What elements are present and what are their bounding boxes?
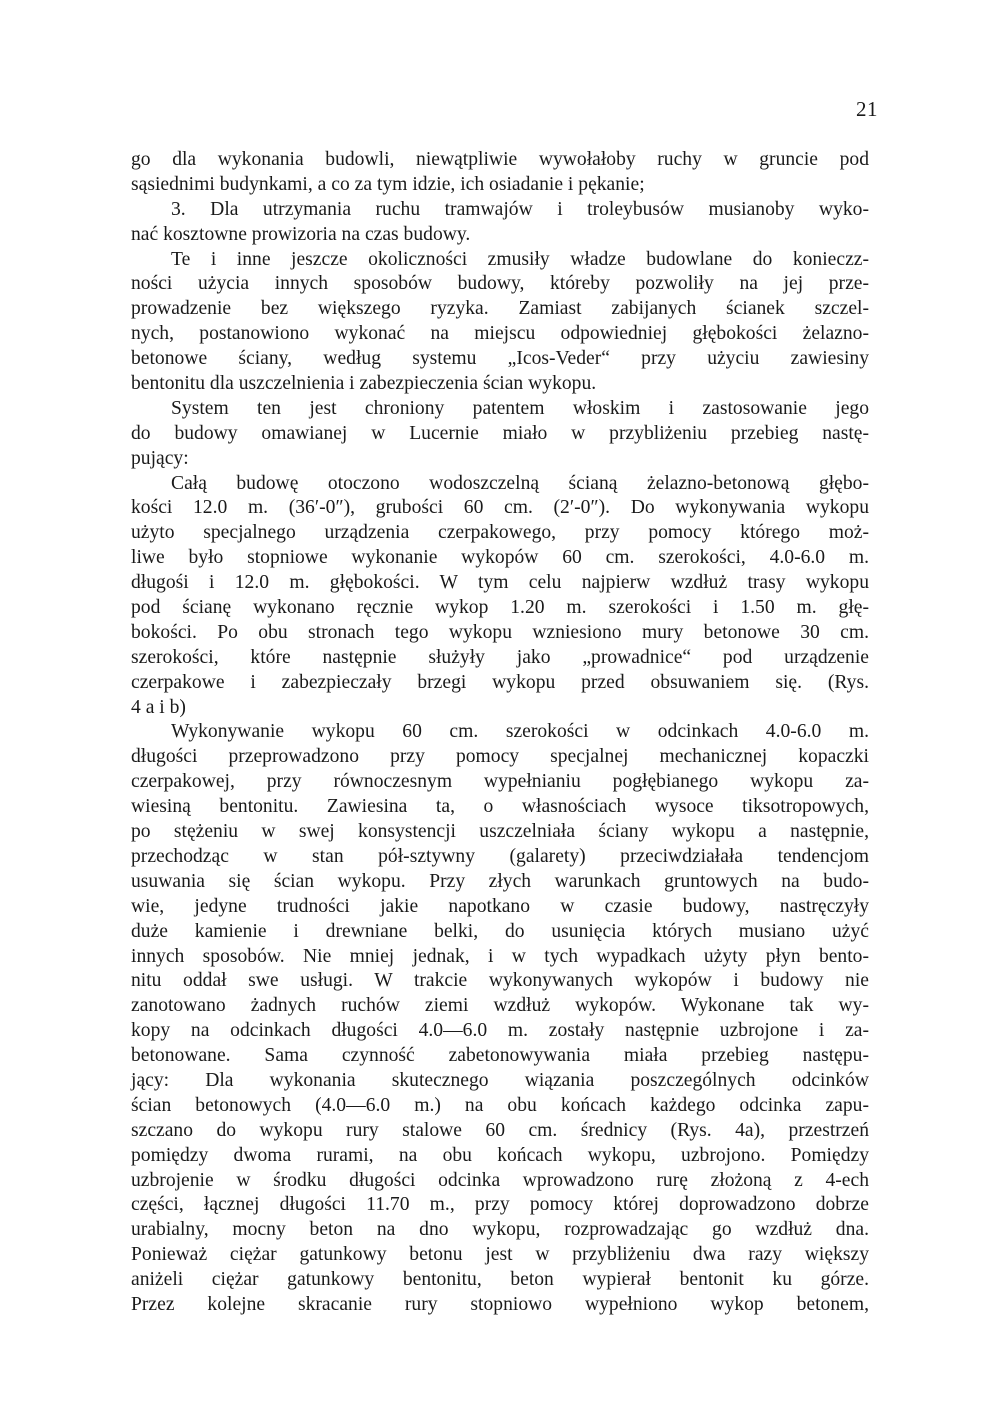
text-line: wiesiną bentonitu. Zawiesina ta, o własnościach wysoce tiksotropowych, xyxy=(131,796,869,818)
text-line: nać kosztowne prowizoria na czas budowy. xyxy=(131,223,471,245)
text-line: przechodząc w stan pół-sztywny (galarety) przeciwdziałała tendencjom xyxy=(131,845,869,867)
text-line: System ten jest chroniony patentem włoskim i zastosowanie jego xyxy=(171,397,869,419)
text-line: części, łącznej długości 11.70 m., przy pomocy której doprowadzono dobrze xyxy=(131,1194,869,1216)
text-line: 4 a i b) xyxy=(131,696,186,718)
text-line: usuwania się ścian wykopu. Przy złych warunkach gruntowych na budo- xyxy=(131,870,869,892)
text-line: ścian betonowych (4.0—6.0 m.) na obu końcach każdego odcinka zapu- xyxy=(131,1094,869,1116)
text-line: Te i inne jeszcze okoliczności zmusiły władze budowlane do konieczz- xyxy=(171,248,869,270)
text-line: długośi i 12.0 m. głębokości. W tym celu najpierw wzdłuż trasy wykopu xyxy=(131,572,869,594)
text-line: liwe było stopniowe wykonanie wykopów 60 cm. szerokości, 4.0-6.0 m. xyxy=(131,547,869,569)
text-line: betonowane. Sama czynność zabetonowywania miała przebieg następu- xyxy=(131,1045,869,1067)
text-line: Ponieważ ciężar gatunkowy betonu jest w przybliżeniu dwa razy większy xyxy=(131,1244,869,1266)
text-line: szerokości, które następnie służyły jako „prowadnice“ pod urządzenie xyxy=(131,646,869,668)
body-text xyxy=(131,148,869,1318)
paragraph xyxy=(131,198,869,248)
text-line: bentonitu dla uszczelnienia i zabezpieczenia ścian wykopu. xyxy=(131,373,597,395)
text-line: Całą budowę otoczono wodoszczelną ścianą żelazno-betonową głębo- xyxy=(171,472,869,494)
text-line: ności użycia innych sposobów budowy, któreby pozwoliły na jej prze- xyxy=(131,273,869,295)
text-line: uzbrojenie w środku długości odcinka wprowadzono rurę złożoną z 4-ech xyxy=(131,1169,869,1191)
text-line: kości 12.0 m. (36′-0″), grubości 60 cm. (2′-0″). Do wykonywania wykopu xyxy=(131,497,869,519)
text-line: czerpakowe i zabezpieczały brzegi wykopu przed obsuwaniem się. (Rys. xyxy=(131,671,869,693)
page-number: 21 xyxy=(856,97,878,121)
text-line: pujący: xyxy=(131,447,189,469)
text-line: wie, jedyne trudności jakie napotkano w czasie budowy, nastręczyły xyxy=(131,895,869,917)
text-line: pod ścianę wykonano ręcznie wykop 1.20 m. szerokości i 1.50 m. głę- xyxy=(131,597,869,619)
text-line: Wykonywanie wykopu 60 cm. szerokości w odcinkach 4.0-6.0 m. xyxy=(171,721,869,743)
text-line: duże kamienie i drewniane belki, do usunięcia których musiano użyć xyxy=(131,920,869,942)
text-line: bokości. Po obu stronach tego wykopu wzniesiono mury betonowe 30 cm. xyxy=(131,621,869,643)
text-line: kopy na odcinkach długości 4.0—6.0 m. zostały następnie uzbrojone i za- xyxy=(131,1020,869,1042)
paragraph xyxy=(131,472,869,721)
text-line: Przez kolejne skracanie rury stopniowo wypełniono wykop betonem, xyxy=(131,1293,869,1315)
text-line: nych, postanowiono wykonać na miejscu odpowiedniej głębokości żelazno- xyxy=(131,323,869,345)
text-line: jący: Dla wykonania skutecznego wiązania poszczególnych odcinków xyxy=(131,1069,869,1091)
text-line: betonowe ściany, według systemu „Icos-Veder“ przy użyciu zawiesiny xyxy=(131,348,869,370)
text-line: sąsiednimi budynkami, a co za tym idzie, ich osiadanie i pękanie; xyxy=(131,173,645,195)
text-line: użyto specjalnego urządzenia czerpakowego, przy pomocy którego moż- xyxy=(131,522,869,544)
text-line: go dla wykonania budowli, niewątpliwie wywołałoby ruchy w gruncie pod xyxy=(131,149,869,170)
text-line: prowadzenie bez większego ryzyka. Zamiast zabijanych ścianek szczel- xyxy=(131,298,869,320)
text-line: innych sposobów. Nie mniej jednak, i w tych wypadkach użyty płyn bento- xyxy=(131,945,869,967)
text-line: do budowy omawianej w Lucernie miało w przybliżeniu przebieg nastę- xyxy=(131,422,869,444)
text-line: nitu oddał swe usługi. W trakcie wykonywanych wykopów i budowy nie xyxy=(131,970,869,992)
paragraph xyxy=(131,397,869,472)
text-line: aniżeli ciężar gatunkowy bentonitu, beton wypierał bentonit ku górze. xyxy=(131,1269,869,1291)
paragraph xyxy=(131,248,869,397)
text-line: szczano do wykopu rury stalowe 60 cm. średnicy (Rys. 4a), przestrzeń xyxy=(131,1119,869,1141)
text-line: urabialny, mocny beton na dno wykopu, rozprowadzając go wzdłuż dna. xyxy=(131,1219,869,1241)
paragraph xyxy=(131,720,869,1317)
text-line: czerpakowej, przy równoczesnym wypełnianiu pogłębianego wykopu za- xyxy=(131,771,869,793)
text-line: 3. Dla utrzymania ruchu tramwajów i troleybusów musianoby wyko- xyxy=(171,198,869,220)
text-line: zanotowano żadnych ruchów ziemi wzdłuż wykopów. Wykonane tak wy- xyxy=(131,995,869,1017)
paragraph xyxy=(131,148,869,198)
text-line: pomiędzy dwoma rurami, na obu końcach wykopu, uzbrojono. Pomiędzy xyxy=(131,1144,869,1166)
text-line: długości przeprowadzono przy pomocy specjalnej mechanicznej kopaczki xyxy=(131,746,869,768)
text-line: po stężeniu w swej konsystencji uszczelniała ściany wykopu a następnie, xyxy=(131,821,869,843)
